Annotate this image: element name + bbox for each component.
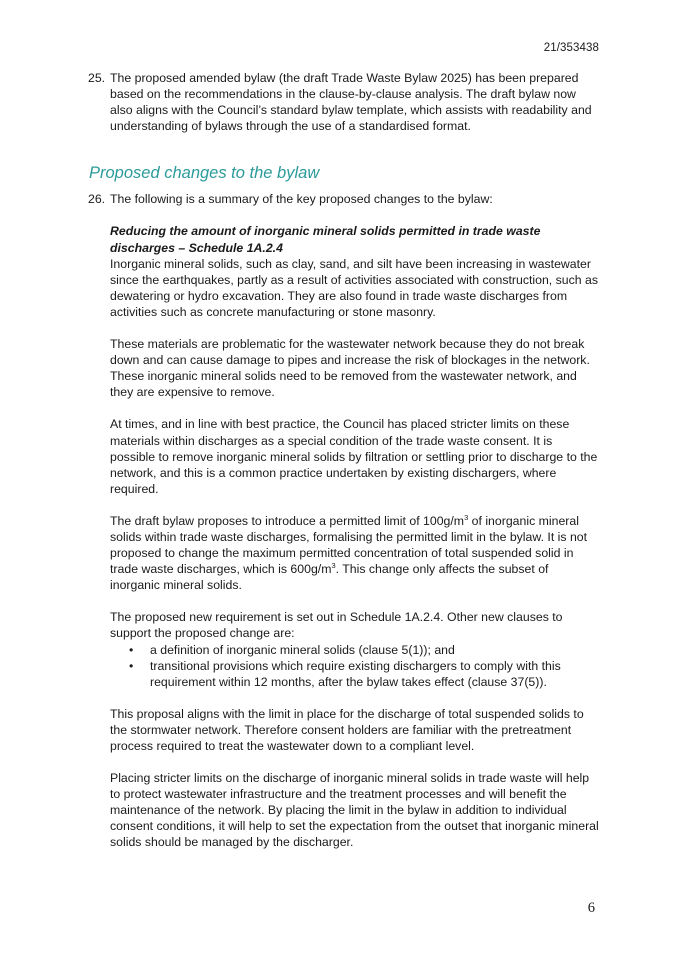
list-item: • a definition of inorganic mineral solids (clause 5(1)); and [150,642,600,658]
superscript: 3 [464,512,469,522]
page-number: 6 [587,900,595,916]
document-id: 21/353438 [543,42,599,54]
body-paragraph: This proposal aligns with the limit in place for the discharge of total suspended solids to the stormwater network. Therefore consent holders are familiar with the pretreatment process required to treat the wastewater down to a compliant level. [110,706,584,753]
body-paragraph: Placing stricter limits on the discharge of inorganic mineral solids in trade waste will help to protect wastewater infrastructure and the treatment processes and will benefit the maintenance of the network. By placing the limit in the bylaw in addition to individual consent conditions, it will help to set the expectation from the outset that inorganic mineral solids should be managed by the discharger. [110,771,599,850]
text-run: . This change only affects the subset of inorganic mineral solids. [110,562,549,593]
superscript: 3 [331,561,336,571]
section-heading: Proposed changes to the bylaw [89,164,320,183]
paragraph-25 [90,70,600,134]
text-run: The draft bylaw proposes to introduce a permitted limit of 100g/m [110,513,465,528]
list-item: • transitional provisions which require existing dischargers to comply with this requirement within 12 months, after the bylaw takes effect (clause 37(5)). [150,658,600,690]
body-paragraph-limit [110,513,600,593]
body-paragraph: Inorganic mineral solids, such as clay, sand, and silt have been increasing in wastewater since the earthquakes, partly as a result of activities associated with construction, such as dewatering or hydro excavation. They are also found in trade waste discharges from activities such as concrete manufacturing or stone masonry. [110,256,599,319]
bullet-list [110,642,600,690]
text-run: of inorganic mineral solids within trade waste discharges, formalising the permitted limit in the bylaw. It is not proposed to change the maximum permitted concentration of total suspended solid in trade waste discharges, which is 600g/m [110,513,588,577]
body-paragraph: The proposed new requirement is set out in Schedule 1A.2.4. Other new clauses to support the proposed change are: [110,610,563,641]
paragraph-26 [90,191,600,850]
paragraph-number: 25. [88,71,106,85]
body-paragraph: At times, and in line with best practice, the Council has placed stricter limits on these materials within discharges as a special condition of the trade waste consent. It is possible to remove inorganic mineral solids by filtration or settling prior to discharge to the network, and this is a common practice undertaken by existing dischargers, where required. [110,417,598,496]
document-body [90,70,600,851]
paragraph-text: The proposed amended bylaw (the draft Trade Waste Bylaw 2025) has been prepared based on the recommendations in the clause-by-clause analysis. The draft bylaw now also aligns with the Council’s standard bylaw template, which assists with readability and understanding of bylaws through the use of a standardised format. [110,71,592,134]
subsection-heading: Reducing the amount of inorganic mineral solids permitted in trade waste discharges – Schedule 1A.2.4 [110,224,541,255]
body-paragraph: These materials are problematic for the wastewater network because they do not break down and can cause damage to pipes and increase the risk of blockages in the network. These inorganic mineral solids need to be removed from the wastewater network, and they are expensive to remove. [110,337,590,400]
paragraph-intro: The following is a summary of the key proposed changes to the bylaw: [110,192,493,207]
paragraph-number: 26. [88,192,106,207]
